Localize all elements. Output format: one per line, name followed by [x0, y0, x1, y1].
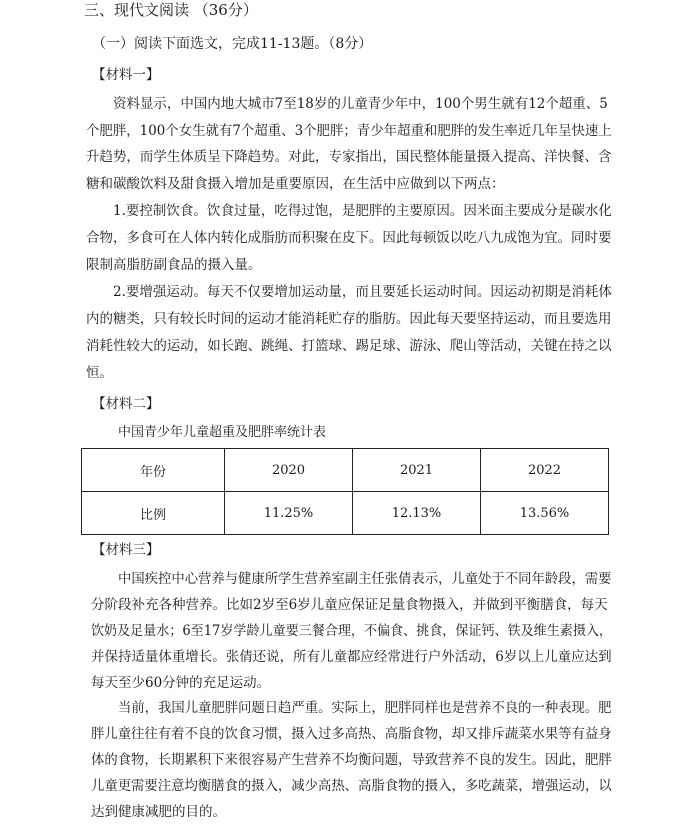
rate-cell: 12.13% [353, 492, 481, 535]
row-ratio-label: 比例 [82, 492, 225, 535]
m3-line: 体的食物，长期累积下来很容易产生营养不均衡问题，导致营养不良的发生。因此，肥胖 [91, 752, 612, 768]
m1-line: 限制高脂肪副食品的摄入量。 [86, 257, 262, 273]
m1-line: 2.要增强运动。每天不仅要增加运动量，而且要延长运动时间。因运动初期是消耗体 [113, 284, 612, 300]
obesity-rate-table [81, 448, 609, 535]
header-year-label: 年份 [82, 449, 225, 492]
m3-line: 分阶段补充各种营养。比如2岁至6岁儿童应保证足量食物摄入，并做到平衡膳食，每天 [91, 597, 608, 613]
rate-cell: 11.25% [225, 492, 353, 535]
table-row [82, 449, 609, 492]
m3-line: 儿童更需要注意均衡膳食的摄入，减少高热、高脂食物的摄入，多吃蔬菜，增强运动，以 [91, 778, 612, 794]
m3-line: 并保持适量体重增长。张倩还说，所有儿童都应经常进行户外活动，6岁以上儿童应达到 [91, 649, 612, 665]
material1-label: 【材料一】 [92, 67, 160, 83]
m1-line: 1.要控制饮食。饮食过量，吃得过饱，是肥胖的主要原因。因米面主要成分是碳水化 [113, 203, 612, 219]
rate-cell: 13.56% [481, 492, 609, 535]
m3-line: 饮奶及足量水；6至17岁学龄儿童要三餐合理，不偏食、挑食，保证钙、铁及维生素摄入， [91, 623, 613, 639]
m1-line: 糖和碳酸饮料及甜食摄入增加是重要原因，在生活中应做到以下两点： [86, 176, 505, 192]
year-cell: 2022 [481, 449, 609, 492]
m3-line: 胖儿童往往有着不良的饮食习惯，摄入过多高热、高脂食物，却又排斥蔬菜水果等有益身 [91, 726, 612, 742]
section-title: 三、现代文阅读 （36分） [84, 1, 258, 19]
m1-line: 合物，多食可在人体内转化成脂肪而积聚在皮下。因此每顿饭以吃八九成饱为宜。同时要 [86, 230, 612, 246]
m3-line: 中国疾控中心营养与健康所学生营养室副主任张倩表示，儿童处于不同年龄段，需要 [118, 571, 612, 587]
m3-line: 每天至少60分钟的充足运动。 [91, 675, 271, 691]
m3-line: 达到健康减肥的目的。 [91, 804, 226, 820]
m1-line: 消耗性较大的运动，如长跑、跳绳、打篮球、踢足球、游泳、爬山等活动，关键在持之以 [86, 338, 612, 354]
m1-line: 资料显示，中国内地大城市7至18岁的儿童青少年中，100个男生就有12个超重、5 [113, 96, 608, 112]
m1-line: 内的糖类，只有较长时间的运动才能消耗贮存的脂肪。因此每天要坚持运动，而且要选用 [86, 311, 612, 327]
material3-label: 【材料三】 [92, 542, 160, 558]
sub-title: （一）阅读下面选文，完成11-13题。（8分） [92, 36, 373, 52]
m3-line: 当前，我国儿童肥胖问题日趋严重。实际上，肥胖同样也是营养不良的一种表现。肥 [118, 700, 612, 716]
m1-line: 恒。 [86, 365, 113, 381]
table-row [82, 492, 609, 535]
material2-label: 【材料二】 [92, 396, 160, 412]
table-title: 中国青少年儿童超重及肥胖率统计表 [118, 425, 327, 440]
m1-line: 升趋势，而学生体质呈下降趋势。对此，专家指出，国民整体能量摄入提高、洋快餐、含 [86, 149, 612, 165]
year-cell: 2021 [353, 449, 481, 492]
year-cell: 2020 [225, 449, 353, 492]
m1-line: 个肥胖，100个女生就有7个超重、3个肥胖；青少年超重和肥胖的发生率近几年呈快速上 [86, 123, 612, 139]
